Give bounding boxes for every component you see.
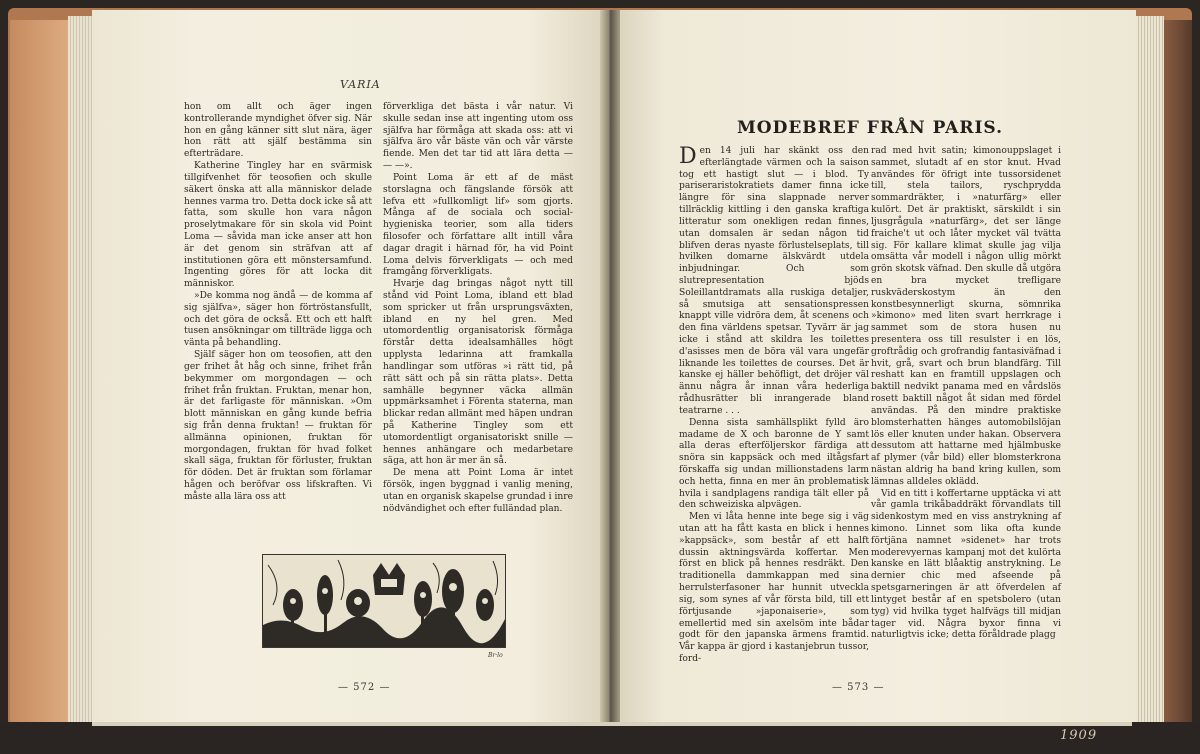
book-gutter <box>600 10 620 722</box>
paragraph: hon om allt och äger ingen kontrollerande myndighet öfver sig. När hon en gång känner sitt slut nära, äger hon rätt att själf bestämma sin efterträdare. <box>184 102 372 160</box>
page-number-right: — 573 — <box>832 682 885 693</box>
paragraph: rad med hvit satin; kimonouppslaget i sammet, slutadt af en stor knut. Hvad användes för öfrigt inte tussorsidenet till, stela tailors, ryschprydda sommardräkter, i »naturfärg» eller kulört. Det är praktiskt, särskildt i sin ljusgrågula »naturfärg», det ser länge fraiche't ut och låter mycket väl tvätta sig. För kallare klimat skulle jag vilja omsätta vår modell i någon ullig mörkt grön skotsk väfnad. Den skulle då utgöra en bra mycket trefligare ruskväderskostym än den konstbesynnerligt skurna, sömnrika »kimono» med liten svart herrkrage i sammet som de stora husen nu presentera oss till resulster i en lös, groftrådig och grofrandig fantasiväfnad i hvit, grå, svart och brun blandfärg. Till reshatt kan en framtill uppslagen och baktill nedvikt panama med en vårdslös rosett baktill något åt sidan med fördel användas. På den mindre praktiske blomsterhatten hänges automobilslöjan lös eller knuten under hakan. Observera dessutom att hattarne med hjälmbuske af plymer (vår bild) eller blomsterkrona nästan aldrig ha band kring kullen, som lämnas alldeles oklädd. <box>871 146 1061 487</box>
paragraph: Hvarje dag bringas något nytt till stånd vid Point Loma, ibland ett blad som spricker ut från ursprungsväxten, ibland en ny hel gren. Med utomordentlig organisatorisk förmåga förstår detta idealsamhälles högt upplysta ledarinna att framkalla handlingar som utföras »i rätt tid, på rätt sätt och på sin rätta plats». Detta samhälle begynner väcka allmän uppmärksamhet i Förenta staterna, man blickar redan allmänt med häpen undran på Katherine Tingley som ett utomordentligt organisatoriskt snille — hennes anhängare och medarbetare säga, att hon är mer än så. <box>383 279 573 467</box>
paragraph: Point Loma är ett af de mäst storslagna och fängslande försök att lefva ett »fullkomligt lif» som gjorts. Många af de sociala och social-hygieniska teorier, som alla tiders filosofer och författare allt intill våra dagar dragit i härnad för, ha vid Point Loma delvis förverkligats — och med framgång förverkligats. <box>383 172 573 278</box>
decorative-vignette-illustration <box>262 554 506 648</box>
running-head: VARIA <box>340 78 381 91</box>
scan-bottom-background <box>0 722 1200 754</box>
paragraph: Denna sista samhällsplikt fylld äro madame de X och baronne de Y samt alla deras efterföljerskor färdiga att snöra sin kappsäck och med iltågsfart förskaffa sig undan millionstadens larm och hetta, finna en mer än problematisk hvila i sandplagens randiga tält eller på den schweiziska alpvägen. <box>679 417 869 511</box>
paragraph <box>679 146 869 418</box>
paragraph: Själf säger hon om teosofien, att den ger frihet åt håg och sinne, frihet från bekymmer om morgondagen — och frihet från fruktan. Fruktan, menar hon, är det farligaste för människan. »Om blott människan en gång kunde befria sig från denna fruktan! — fruktan för allmänna opinionen, fruktan för morgondagen, fruktan för hvad folket skall säga, fruktan för förluster, fruktan för döden. Det är fruktan som förlamar hågen och beröfvar oss lifskraften. Vi måste alla lära oss att <box>184 350 372 502</box>
right-column-2 <box>871 146 1061 642</box>
paragraph: De mena att Point Loma är intet försök, ingen byggnad i vanlig mening, utan en organisk skapelse grundad i inre nödvändighet och efter fulländad plan. <box>383 468 573 514</box>
illustration-signature: Br·lo <box>488 652 503 659</box>
paragraph: »De komma nog ändå — de komma af sig själfva», säger hon förtröstansfullt, och det göra de också. Ett och ett halft tusen ansökningar om tillträde ligga och vänta på behandling. <box>184 291 372 349</box>
paragraph: Vid en titt i koffertarne upptäcka vi att vår gamla trikåbaddräkt förvandlats till sidenkostym med en viss anstrykning af kimono. Linnet som lika ofta kunde förtjäna namnet »sidenet» har trots moderevyernas kampanj mot det kulörta kanske en lätt blåaktig anstrykning. Le dernier chic med afseende på spetsgarneringen är att öfverdelen af lintyget består af en spetsbolero (utan tyg) vid hvilka tyget halfvägs till midjan tager vid. Några byxor finna vi naturligtvis icke; detta föråldrade plagg <box>871 488 1061 641</box>
paragraph: förverkliga det bästa i vår natur. Vi skulle sedan inse att ingenting utom oss själfva har förmåga att skada oss: att vi själfva äro vår bäste vän och vår värste fiende. Men det tar tid att lära detta — — —». <box>383 102 573 172</box>
page-number-left: — 572 — <box>338 682 391 693</box>
paragraph-text: en 14 juli har skänkt oss den efterlängtade värmen och la saison tog ett hastigt slut — i blod. Ty pariseraristokratiets damer finna icke längre för sina slappnade nerver tillräcklig kittling i den ganska kraftiga litteratur som onekligen redan finnes, utan domsalen är sedan någon tid blifven deras nyaste förlustelseplats, till hvilken domarne älskvärdt utdela inbjudningar. Och som slutrepresentation bjöds Soleillantdramats alla ruskiga detaljer, så smutsiga att sensationspressen knappt ville vidröra dem, åt scenens och den fina världens spetsar. Tyvärr är jag icke i stånd att skildra les toilettes d'asisses men de böra väl vara ungefär liknande les toilettes de courses. Det är kanske ej häller behöfligt, det dröjer väl ännu några år innan våra hederliga rådhusrätter bli inrangerade bland teatrarne . . . <box>679 146 869 416</box>
handwritten-year-note: 1909 <box>1060 728 1098 743</box>
left-column-2 <box>383 102 573 515</box>
paragraph: Men vi låta henne inte bege sig i väg utan att ha fått kasta en blick i hennes »kappsäck», som består af ett halft dussin aktningsvärda koffertar. Men först en blick på hennes resdräkt. Den traditionella dammkappan med sina herrulsterfasoner har hunnit utveckla sig, som synes af vår första bild, till ett förtjusande »japonaiserie», som emellertid med sin axelsöm inte bådar godt för den japanska ärmens framtid. Vår kappa är gjord i kastanjebrun tussor, ford- <box>679 512 869 664</box>
drop-cap: D <box>679 144 697 169</box>
paragraph: Katherine Tingley har en svärmisk tillgifvenhet för teosofien och skulle säkert önska att alla människor delade hennes varma tro. Detta dock icke så att fatta, som skulle hon vara någon proselytmakare för sin skola vid Point Loma — såvida man icke anser att hon är det genom sin sträfvan att af institutionen göra ett mönstersamfund. Ingenting göres för att locka dit människor. <box>184 161 372 290</box>
article-title: MODEBREF FRÅN PARIS. <box>736 118 1004 138</box>
page-bottom-edge <box>92 722 1132 726</box>
left-column-1 <box>184 102 372 504</box>
right-column-1 <box>679 146 869 666</box>
